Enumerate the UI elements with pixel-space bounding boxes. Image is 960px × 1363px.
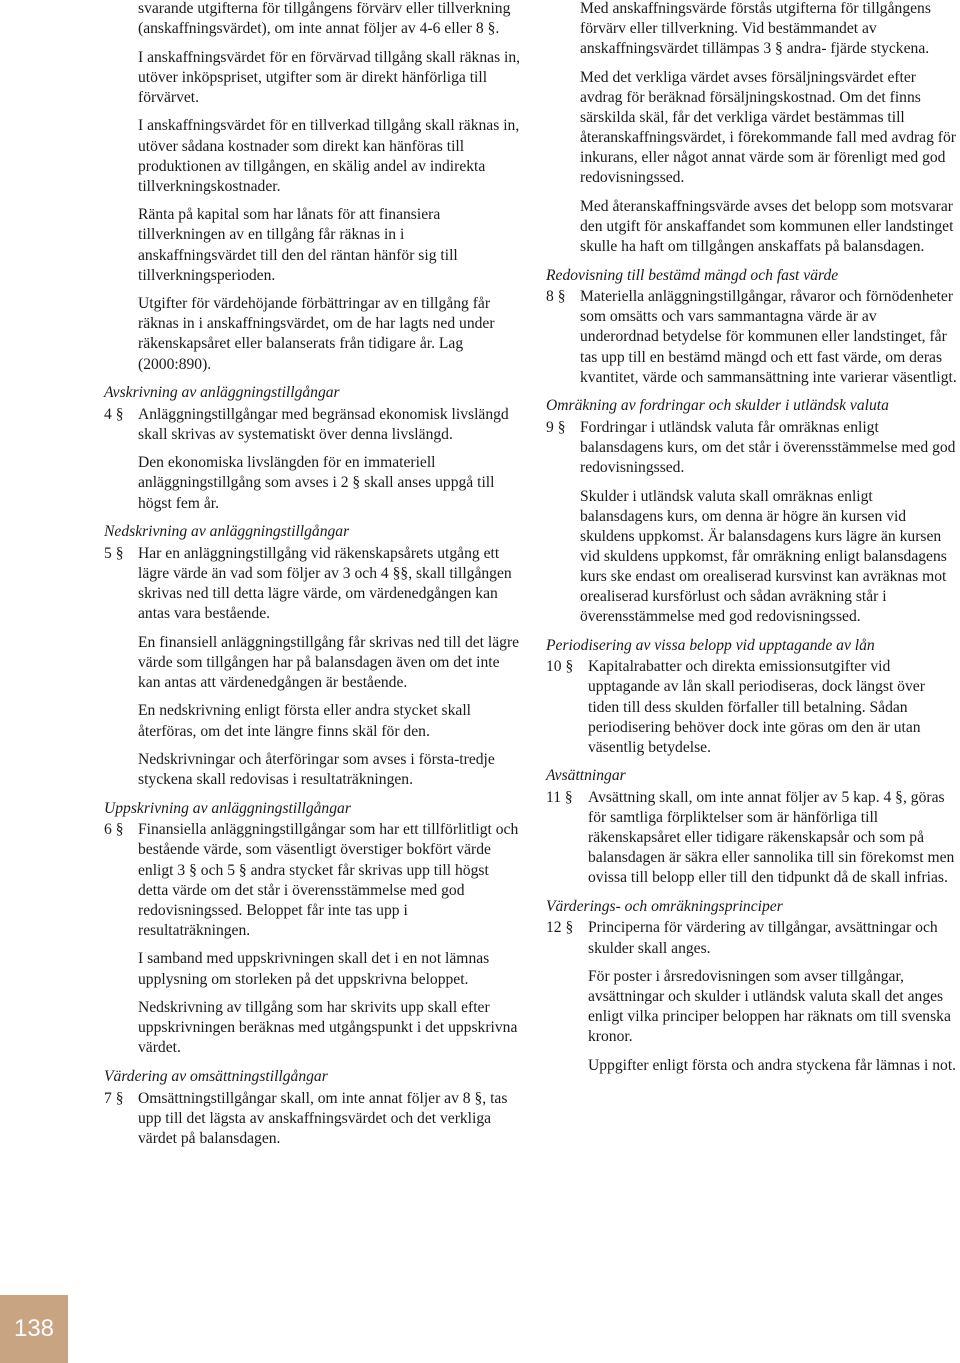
paragraph: Nedskrivningar och återföringar som avses i första-tredje styckena skall redovisas i resultaträkningen.: [138, 751, 495, 789]
section-text: Kapitalrabatter och direkta emissionsutgifter vid upptagande av lån skall periodiseras, dock längst över tiden till dess skulden förfaller till betalning. Sådan periodisering behöver dock inte göras om den är utan väsentlig betydelse.: [588, 658, 925, 756]
paragraph: I anskaffningsvärdet för en förvärvad tillgång skall räknas in, utöver inköpspriset, utgifter som är direkt hänförliga till förvärvet.: [138, 48, 521, 106]
page-number: 138: [13, 1315, 55, 1342]
section-number: 7 §: [104, 1089, 124, 1107]
section-number: 9 §: [546, 418, 566, 436]
paragraph: Nedskrivning av tillgång som har skrivits upp skall efter uppskrivningen beräknas med utgångspunkt i det uppskrivna värdet.: [138, 999, 518, 1057]
paragraph: Ränta på kapital som har lånats för att finansiera tillverkningen av en tillgång får räknas in i anskaffningsvärdet till den del räntan hänför sig till tillverkningsperioden.: [138, 206, 458, 284]
section-9: [546, 418, 958, 478]
section-heading: Omräkning av fordringar och skulder i utländsk valuta: [546, 397, 889, 415]
section-10: [546, 657, 958, 757]
section-text: Omsättningstillgångar skall, om inte annat följer av 8 §, tas upp till det lägsta av anskaffningsvärdet och det verkliga värdet på balansdagen.: [138, 1089, 508, 1147]
section-text: Har en anläggningstillgång vid räkenskapsårets utgång ett lägre värde än vad som följer av 3 och 4 §§, skall tillgången skrivas ned till detta lägre värde, om värdenedgången kan antas vara bestående.: [138, 544, 512, 623]
section-text: Avsättning skall, om inte annat följer av 5 kap. 4 §, göras för samtliga förpliktelser som är hänförliga till räkenskapsåret eller tidigare räkenskapsår och som på balansdagen är säkra eller sannolika till sin förekomst men ovissa till belopp eller till den tidpunkt då de skall infrias.: [588, 788, 955, 887]
section-number: 10 §: [546, 658, 574, 676]
section-heading: Avskrivning av anläggningstillgångar: [104, 384, 340, 402]
paragraph: En finansiell anläggningstillgång får skrivas ned till det lägre värde som tillgången har på balansdagen även om det inte kan antas att värdenedgången är bestående.: [138, 633, 520, 691]
section-text: Materiella anläggningstillgångar, råvaror och förnödenheter som omsätts och vars sammantagna värde är av underordnad betydelse för kommunen eller landstinget, får tas upp till en bestämd mängd och ett fast värde, om deras kvantitet, värde och sammansättning inte varierar väsentligt.: [580, 288, 957, 386]
paragraph: Skulder i utländsk valuta skall omräknas enligt balansdagens kurs, om denna är högre än kursen vid skuldens uppkomst. Är balansdagens kurs lägre än kursen vid skuldens uppkomst, får omräkning enligt balansdagens kurs ske endast om orealiserad kursvinst kan avräknas mot orealiserad kursförlust och sådan avräkning står i överensstämmelse med god redovisningssed.: [580, 487, 947, 626]
section-heading: Värdering av omsättningstillgångar: [104, 1067, 328, 1085]
section-heading: Periodisering av vissa belopp vid upptagande av lån: [546, 636, 875, 654]
paragraph: Med det verkliga värdet avses försäljningsvärdet efter avdrag för beräknad försäljningskostnad. Om det finns särskilda skäl, får det verkliga värdet bestämmas till återanskaffningsvärdet, i förekommande fall med avdrag för inkurans, eller något annat värde som är förenligt med god redovisningssed.: [580, 68, 956, 187]
section-heading: Avsättningar: [546, 767, 626, 785]
section-number: 6 §: [104, 821, 124, 839]
section-text: Anläggningstillgångar med begränsad ekonomisk livslängd skall skrivas av systematiskt över denna livslängd.: [138, 405, 509, 443]
section-text: Fordringar i utländsk valuta får omräknas enligt balansdagens kurs, om det står i överensstämmelse med god redovisningssed.: [580, 418, 956, 476]
paragraph: I samband med uppskrivningen skall det i en not lämnas upplysning om storleken på det uppskrivna beloppet.: [138, 950, 490, 988]
paragraph: Utgifter för värdehöjande förbättringar av en tillgång får räknas in i anskaffningsvärdet, om de har lagts ned under räkenskapsåret eller balanserats från tidigare år. Lag (2000:890).: [138, 295, 495, 373]
section-number: 12 §: [546, 919, 574, 937]
paragraph: Den ekonomiska livslängden för en immateriell anläggningstillgång som avses i 2 § skall anses uppgå till högst fem år.: [138, 454, 495, 512]
section-12: [546, 918, 958, 958]
section-heading: Värderings- och omräkningsprinciper: [546, 897, 783, 915]
right-column: [546, 0, 958, 1085]
paragraph: Uppgifter enligt första och andra styckena får lämnas i not.: [588, 1057, 957, 1074]
paragraph: Med återanskaffningsvärde avses det belopp som motsvarar den utgift för anskaffandet som kommunen eller landstinget skulle ha haft om tillgången anskaffats på balansdagen.: [580, 197, 954, 256]
paragraph: svarande utgifterna för tillgångens förvärv eller tillverkning (anskaffningsvärdet), om inte annat följer av 4-6 eller 8 §.: [138, 0, 511, 38]
section-11: [546, 788, 958, 888]
section-number: 4 §: [104, 405, 124, 423]
section-text: Principerna för värdering av tillgångar, avsättningar och skulder skall anges.: [588, 919, 938, 957]
paragraph: En nedskrivning enligt första eller andra stycket skall återföras, om det inte längre finns skäl för den.: [138, 702, 472, 740]
section-5: [104, 544, 522, 624]
section-number: 11 §: [546, 788, 573, 806]
paragraph: Med anskaffningsvärde förstås utgifterna för tillgångens förvärv eller tillverkning. Vid bestämmandet av anskaffningsvärdet tillämpas 3 § andra- fjärde styckena.: [580, 0, 931, 58]
section-heading: Uppskrivning av anläggningstillgångar: [104, 799, 351, 817]
section-6: [104, 820, 522, 941]
section-number: 5 §: [104, 544, 124, 562]
section-text: Finansiella anläggningstillgångar som har ett tillförlitligt och bestående värde, som väsentligt överstiger bokfört värde enligt 3 § och 5 § andra stycket får skrivas upp till högst detta värde om det står i överensstämmelse med god redovisningssed. Beloppet får inte tas upp i resultaträkningen.: [138, 821, 519, 939]
section-number: 8 §: [546, 288, 566, 306]
section-8: [546, 287, 958, 387]
section-heading: Nedskrivning av anläggningstillgångar: [104, 523, 350, 541]
section-heading: Redovisning till bestämd mängd och fast värde: [546, 266, 839, 284]
section-4: [104, 405, 522, 445]
left-column: [104, 0, 522, 1157]
section-7: [104, 1089, 522, 1149]
paragraph: För poster i årsredovisningen som avser tillgångar, avsättningar och skulder i utländsk valuta skall det anges enligt vilka principer beloppen har räknats om till svenska kronor.: [588, 968, 951, 1046]
paragraph: I anskaffningsvärdet för en tillverkad tillgång skall räknas in, utöver sådana kostnader som direkt kan hänföras till produktionen av tillgången, en skälig andel av indirekta tillverkningskostnader.: [138, 117, 520, 195]
